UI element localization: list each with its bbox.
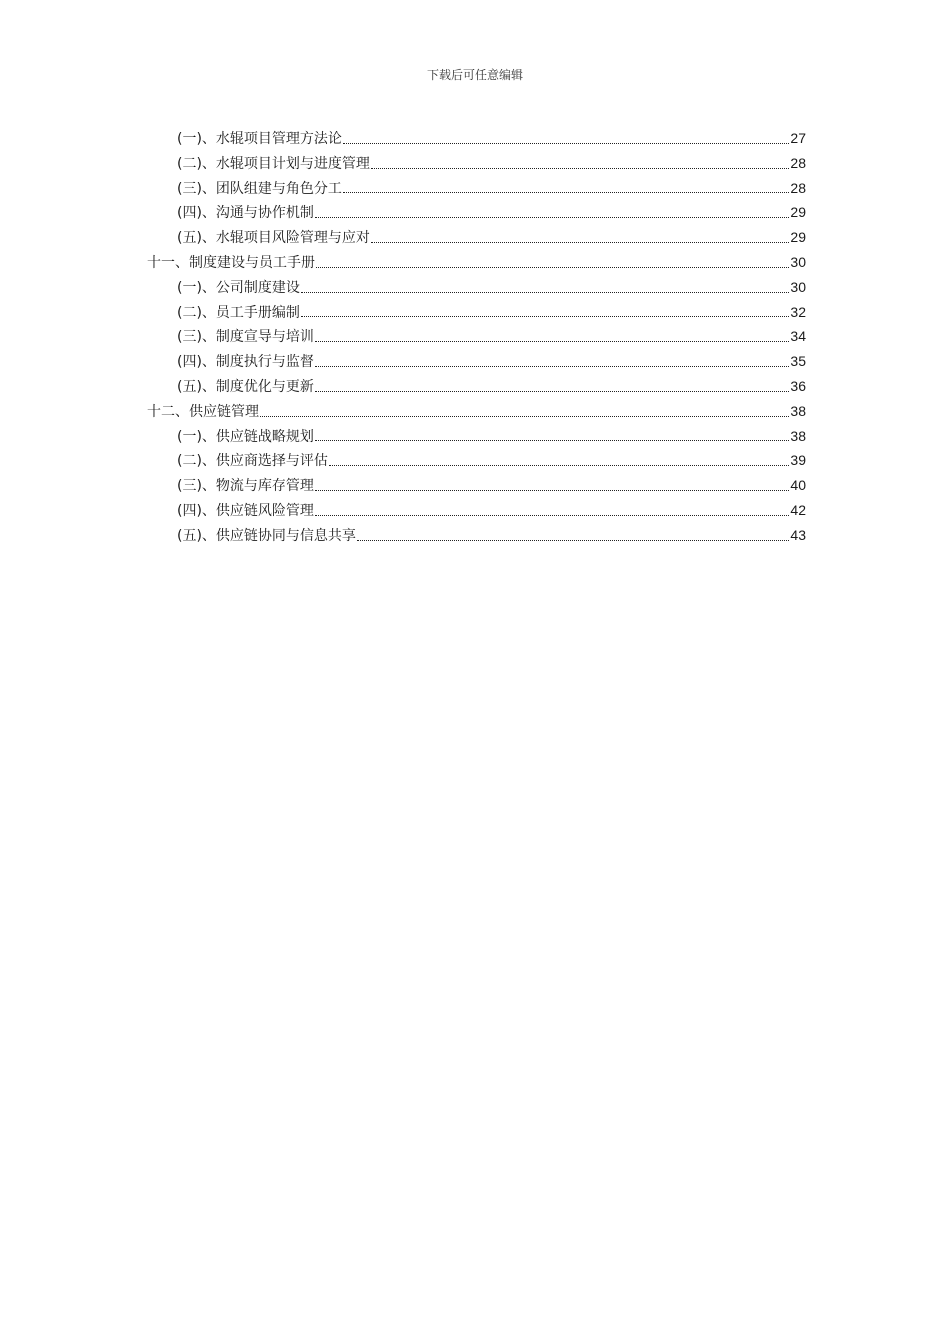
toc-entry-label: 十二、供应链管理 — [147, 403, 259, 420]
toc-entry[interactable] — [147, 300, 806, 325]
toc-entry[interactable] — [147, 473, 806, 498]
toc-page-number: 43 — [790, 526, 806, 543]
toc-entry[interactable] — [147, 424, 806, 449]
toc-entry-label: (一)、水辊项目管理方法论 — [177, 131, 342, 147]
toc-entry[interactable] — [147, 523, 806, 548]
toc-chapter-entry[interactable] — [147, 399, 806, 424]
toc-entry[interactable] — [147, 176, 806, 201]
toc-page-number: 29 — [790, 204, 806, 221]
toc-dot-leader — [301, 315, 789, 317]
toc-page-number: 27 — [790, 130, 806, 146]
toc-page-number: 42 — [790, 501, 806, 518]
toc-entry[interactable] — [147, 151, 806, 176]
toc-entry-label: (四)、沟通与协作机制 — [177, 205, 314, 222]
page-header: 下载后可任意编辑 — [426, 68, 523, 82]
toc-entry[interactable] — [147, 349, 806, 374]
toc-dot-leader — [343, 191, 789, 193]
toc-entry[interactable] — [147, 275, 806, 300]
toc-entry-label: (二)、供应商选择与评估 — [177, 453, 328, 470]
toc-entry[interactable] — [147, 200, 806, 225]
toc-page-number: 29 — [790, 229, 806, 246]
toc-page-number: 39 — [790, 452, 806, 469]
toc-dot-leader — [315, 340, 789, 342]
toc-entry-label: (三)、制度宣导与培训 — [177, 329, 314, 346]
toc-entry[interactable] — [147, 324, 806, 349]
toc-page-number: 38 — [790, 427, 806, 444]
toc-entry-label: (二)、员工手册编制 — [177, 304, 300, 321]
toc-entry-label: (四)、供应链风险管理 — [177, 502, 314, 519]
toc-entry-label: 十一、制度建设与员工手册 — [147, 254, 315, 271]
toc-page-number: 28 — [790, 154, 806, 171]
toc-entry-label: (一)、供应链战略规划 — [177, 428, 314, 445]
toc-dot-leader — [357, 539, 789, 541]
toc-entry-label: (五)、制度优化与更新 — [177, 378, 314, 395]
toc-page-number: 28 — [790, 179, 806, 196]
toc-entry-label: (一)、公司制度建设 — [177, 279, 300, 296]
toc-dot-leader — [315, 365, 789, 367]
toc-dot-leader — [371, 241, 789, 243]
toc-entry-label: (三)、团队组建与角色分工 — [177, 180, 342, 197]
toc-dot-leader — [371, 167, 789, 169]
toc-dot-leader — [301, 291, 789, 293]
toc-entry-label: (二)、水辊项目计划与进度管理 — [177, 155, 370, 172]
toc-dot-leader — [260, 415, 789, 417]
toc-entry[interactable] — [147, 126, 806, 151]
toc-page-number: 30 — [790, 253, 806, 270]
toc-page-number: 30 — [790, 278, 806, 295]
toc-entry[interactable] — [147, 448, 806, 473]
toc-entry[interactable] — [147, 374, 806, 399]
table-of-contents — [147, 126, 806, 548]
toc-entry[interactable] — [147, 225, 806, 250]
toc-entry-label: (四)、制度执行与监督 — [177, 354, 314, 371]
toc-page-number: 38 — [790, 402, 806, 419]
toc-dot-leader — [315, 390, 789, 392]
toc-entry[interactable] — [147, 498, 806, 523]
toc-dot-leader — [315, 216, 789, 218]
toc-entry-label: (五)、供应链协同与信息共享 — [177, 527, 356, 544]
toc-dot-leader — [329, 464, 789, 466]
toc-dot-leader — [315, 489, 789, 491]
toc-page-number: 34 — [790, 328, 806, 345]
toc-entry-label: (五)、水辊项目风险管理与应对 — [177, 230, 370, 247]
toc-page-number: 40 — [790, 477, 806, 494]
toc-dot-leader — [315, 439, 789, 441]
toc-page-number: 35 — [790, 353, 806, 370]
toc-entry-label: (三)、物流与库存管理 — [177, 478, 314, 495]
toc-dot-leader — [343, 142, 789, 144]
toc-dot-leader — [316, 266, 789, 268]
toc-chapter-entry[interactable] — [147, 250, 806, 275]
toc-dot-leader — [315, 514, 789, 516]
toc-page-number: 36 — [790, 377, 806, 394]
toc-page-number: 32 — [790, 303, 806, 320]
